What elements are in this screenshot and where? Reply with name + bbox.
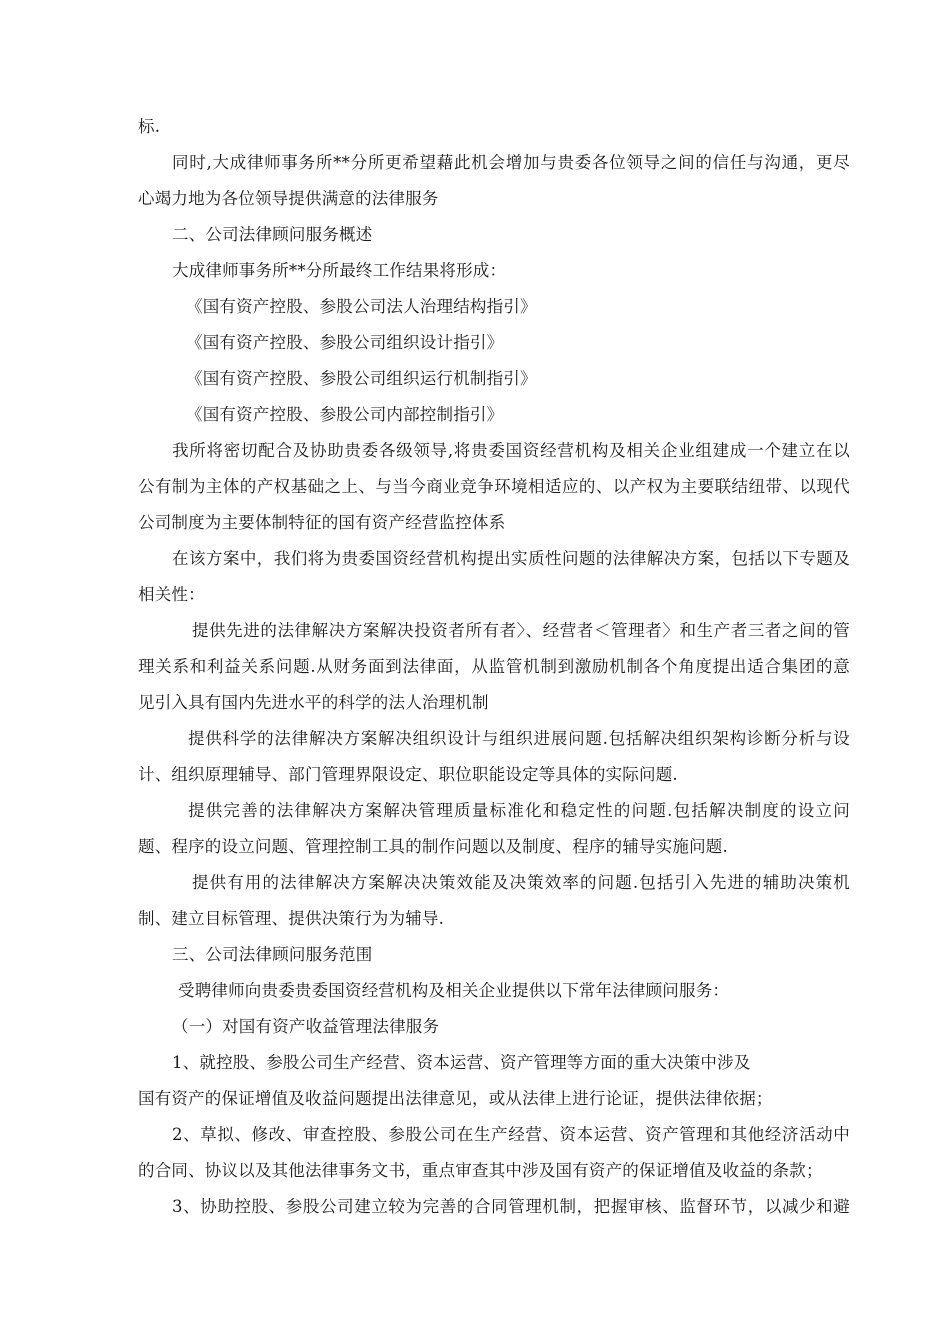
text-line: 的合同、协议以及其他法律事务文书，重点审查其中涉及国有资产的保证增值及收益的条款； — [138, 1161, 823, 1180]
text-line: 标. — [138, 117, 161, 136]
text-line: 见引入具有国内先进水平的科学的法人治理机制 — [138, 693, 489, 712]
sub-heading: （一）对国有资产收益管理法律服务 — [172, 1017, 440, 1036]
text-line: 相关性： — [138, 585, 205, 604]
text-line: 在该方案中，我们将为贵委国资经营机构提出实质性问题的法律解决方案，包括以下专题及 — [172, 549, 850, 568]
list-item: 《国有资产控股、参股公司法人治理结构指引》 — [186, 297, 537, 316]
list-item: 《国有资产控股、参股公司内部控制指引》 — [186, 405, 504, 424]
section-heading: 二、公司法律顾问服务概述 — [172, 225, 373, 244]
text-line: 题、程序的设立问题、管理控制工具的制作问题以及制度、程序的辅导实施问题. — [138, 837, 728, 856]
text-line: 3、协助控股、参股公司建立较为完善的合同管理机制，把握审核、监督环节，以减少和避 — [172, 1197, 850, 1216]
text-line: 公有制为主体的产权基础之上、与当今商业竞争环境相适应的、以产权为主要联结纽带、以现代 — [138, 477, 850, 496]
text-line: 提供有用的法律解决方案解决决策效能及决策效率的问题.包括引入先进的辅助决策机 — [192, 873, 850, 892]
text-line: 同时,大成律师事务所**分所更希望藉此机会增加与贵委各位领导之间的信任与沟通，更尽 — [172, 153, 850, 172]
text-line: 提供科学的法律解决方案解决组织设计与组织进展问题.包括解决组织架构诊断分析与设 — [188, 729, 850, 748]
text-line: 2、草拟、修改、审查控股、参股公司在生产经营、资本运营、资产管理和其他经济活动中 — [172, 1125, 850, 1144]
list-item: 《国有资产控股、参股公司组织设计指引》 — [186, 333, 504, 352]
text-line: 计、组织原理辅导、部门管理界限设定、职位职能设定等具体的实际问题. — [138, 765, 678, 784]
text-line: 公司制度为主要体制特征的国有资产经营监控体系 — [138, 513, 506, 532]
text-line: 1、就控股、参股公司生产经营、资本运营、资产管理等方面的重大决策中涉及 — [172, 1053, 751, 1072]
text-line: 提供先进的法律解决方案解决投资者所有者〉、经营者＜管理者〉和生产者三者之间的管 — [192, 621, 850, 640]
section-heading: 三、公司法律顾问服务范围 — [172, 945, 373, 964]
list-item: 《国有资产控股、参股公司组织运行机制指引》 — [186, 369, 537, 388]
text-line: 国有资产的保证增值及收益问题提出法律意见，或从法律上进行论证，提供法律依据； — [138, 1089, 773, 1108]
text-line: 我所将密切配合及协助贵委各级领导,将贵委国资经营机构及相关企业组建成一个建立在以 — [172, 441, 850, 460]
text-line: 受聘律师向贵委贵委国资经营机构及相关企业提供以下常年法律顾问服务： — [178, 981, 730, 1000]
text-line: 提供完善的法律解决方案解决管理质量标准化和稳定性的问题.包括解决制度的设立问 — [188, 801, 850, 820]
text-line: 理关系和利益关系问题.从财务面到法律面，从监管机制到激励机制各个角度提出适合集团的意 — [138, 657, 850, 676]
text-line: 心竭力地为各位领导提供满意的法律服务 — [138, 189, 439, 208]
text-line: 大成律师事务所**分所最终工作结果将形成： — [172, 261, 507, 280]
text-line: 制、建立目标管理、提供决策行为为辅导. — [138, 909, 445, 928]
